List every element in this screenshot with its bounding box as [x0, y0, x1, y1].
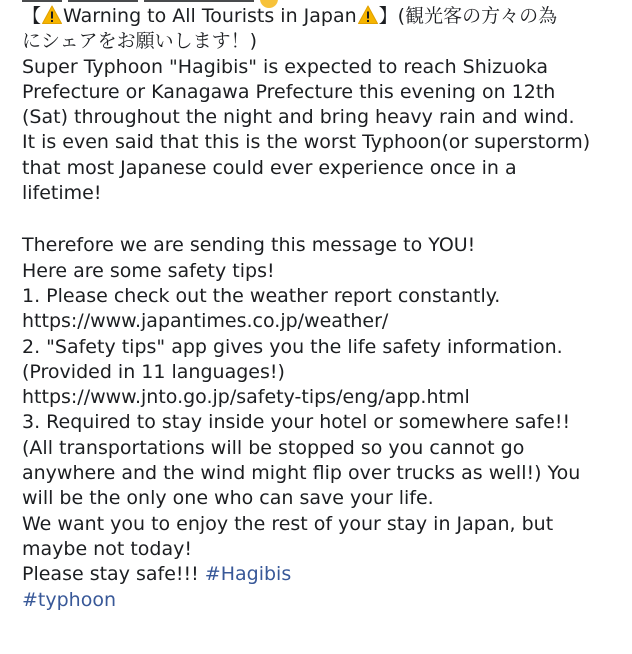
- title-line-2: にシェアをお願いします！): [22, 30, 258, 53]
- tip-3-note: (All transportations will be stopped so you cannot go: [22, 436, 525, 459]
- cropped-text-fragment: [144, 0, 254, 2]
- tip-2-note: (Provided in 11 languages!): [22, 360, 285, 383]
- paragraph1-line: Prefecture or Kanagawa Prefecture this evening on 12th: [22, 80, 556, 103]
- intro-line: Therefore we are sending this message to YOU!: [22, 234, 476, 257]
- paragraph1-line: lifetime!: [22, 182, 102, 205]
- cropped-text-fragment: [22, 0, 62, 2]
- hashtag-hagibis[interactable]: #Hagibis: [204, 563, 292, 586]
- warning-icon: [42, 5, 62, 25]
- warning-icon: [358, 5, 378, 25]
- post-title: [22, 4, 622, 29]
- closing-line: maybe not today!: [22, 537, 192, 560]
- title-bracket-close: 】(観光客の方々の為: [378, 5, 558, 27]
- intro-line: Here are some safety tips!: [22, 259, 275, 282]
- title-bracket-open: 【: [22, 5, 42, 27]
- paragraph-gap: [22, 206, 622, 233]
- hashtag-typhoon[interactable]: #typhoon: [22, 588, 117, 611]
- safety-tips-link[interactable]: https://www.jnto.go.jp/safety-tips/eng/app.html: [22, 386, 470, 409]
- paragraph1-line: Super Typhoon "Hagibis" is expected to reach Shizuoka: [22, 55, 549, 78]
- tip-1: 1. Please check out the weather report constantly.: [22, 284, 501, 307]
- weather-link[interactable]: https://www.japantimes.co.jp/weather/: [22, 310, 389, 333]
- tip-3: 3. Required to stay inside your hotel or somewhere safe!!: [22, 411, 571, 434]
- closing-line: [22, 562, 622, 587]
- paragraph1-line: It is even said that this is the worst Typhoon(or superstorm): [22, 131, 591, 154]
- paragraph1-line: that most Japanese could ever experience once in a: [22, 156, 517, 179]
- closing-line: We want you to enjoy the rest of your stay in Japan, but: [22, 512, 554, 535]
- tip-2: 2. "Safety tips" app gives you the life safety information.: [22, 335, 563, 358]
- paragraph1-line: (Sat) throughout the night and bring heavy rain and wind.: [22, 106, 575, 129]
- closing-text: Please stay safe!!!: [22, 563, 199, 586]
- cropped-text-fragment: [68, 0, 138, 2]
- title-text: Warning to All Tourists in Japan: [63, 5, 357, 27]
- post-text: [22, 4, 622, 613]
- tip-3-note: will be the only one who can save your life.: [22, 487, 434, 510]
- tip-3-note: anywhere and the wind might flip over trucks as well!) You: [22, 462, 581, 485]
